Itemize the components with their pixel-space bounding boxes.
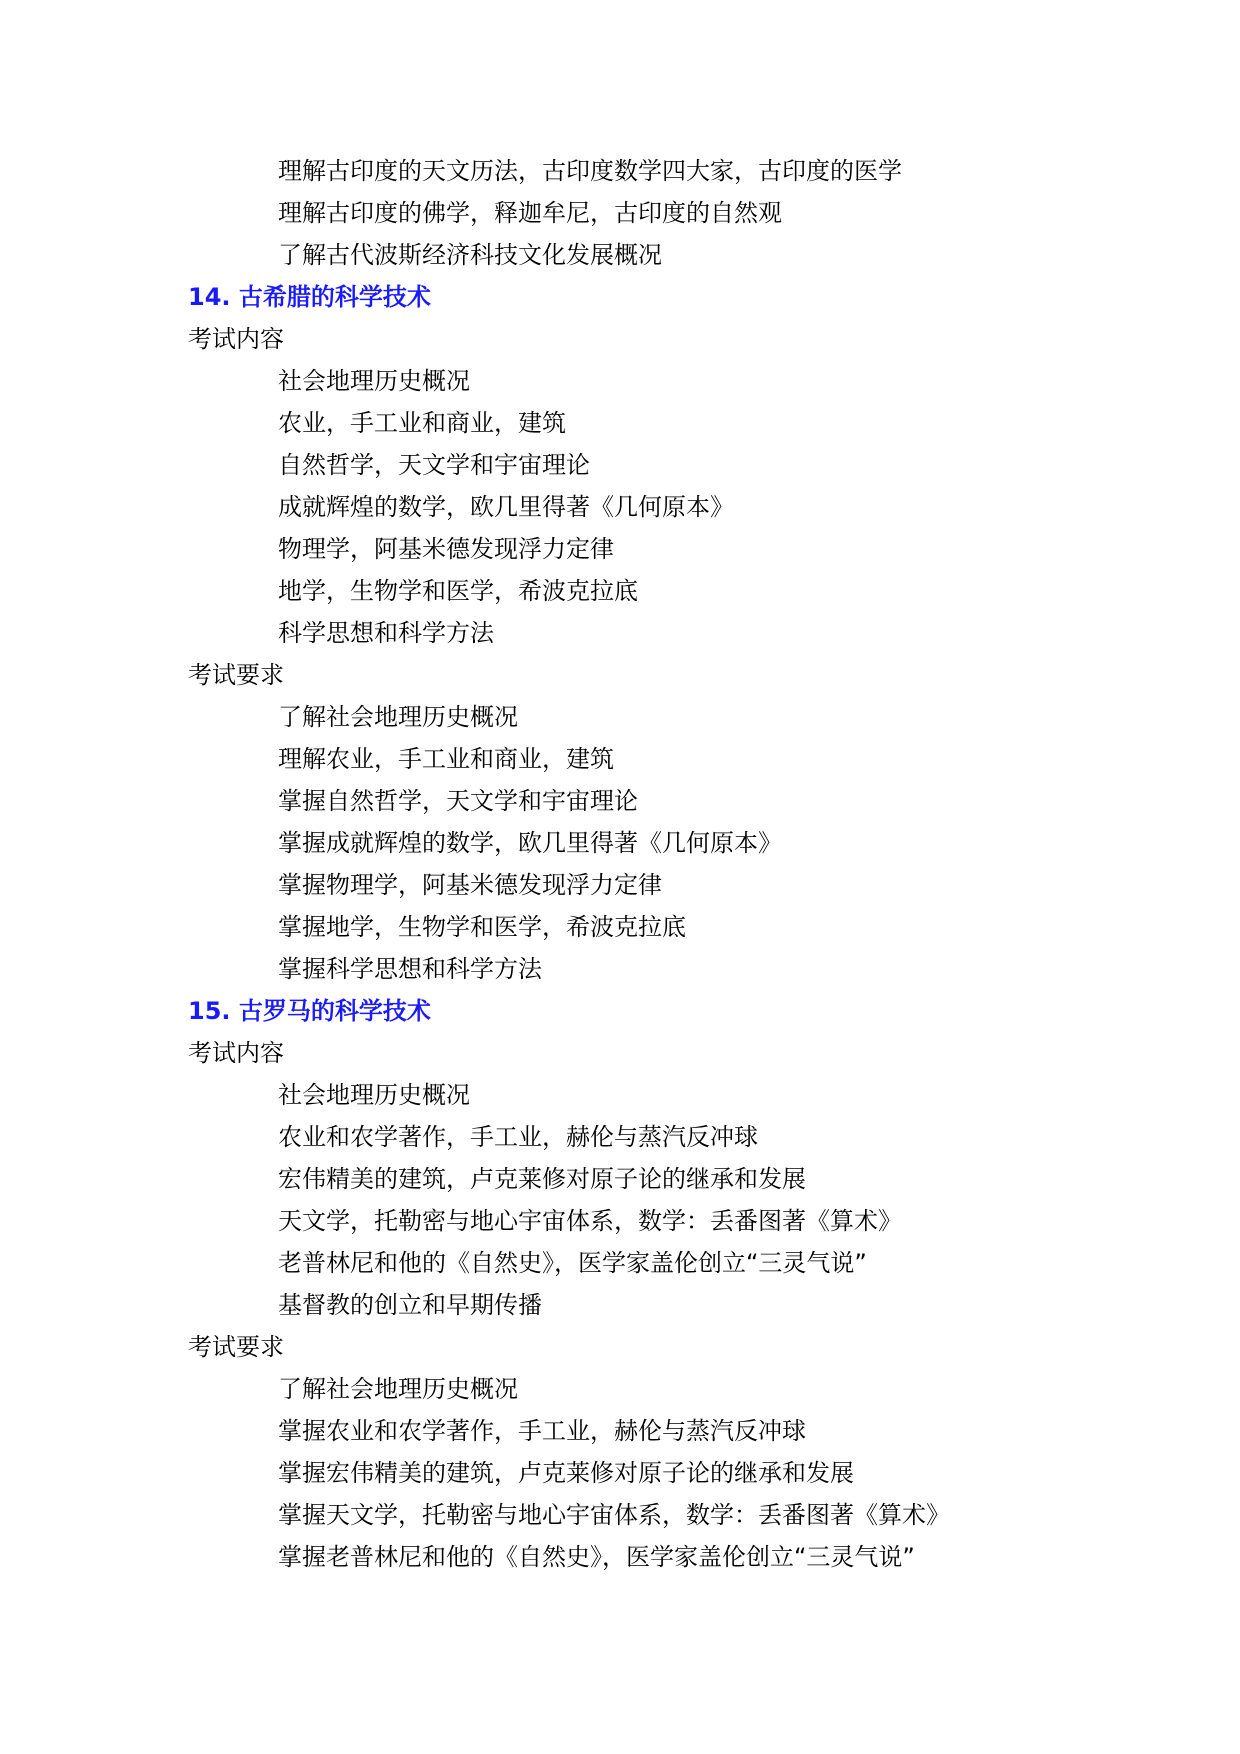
list-item: 掌握老普林尼和他的《自然史》，医学家盖伦创立“三灵气说” bbox=[278, 1543, 915, 1571]
list-item: 社会地理历史概况 bbox=[278, 1081, 470, 1109]
requirement-label: 考试要求 bbox=[188, 661, 284, 689]
content-label: 考试内容 bbox=[188, 325, 284, 353]
section-heading: 15. 古罗马的科学技术 bbox=[188, 997, 431, 1025]
list-item: 掌握地学，生物学和医学，希波克拉底 bbox=[278, 913, 686, 941]
list-item: 成就辉煌的数学，欧几里得著《几何原本》 bbox=[278, 493, 734, 521]
list-item: 农业，手工业和商业，建筑 bbox=[278, 409, 566, 437]
list-item: 掌握物理学，阿基米德发现浮力定律 bbox=[278, 871, 662, 899]
list-item: 老普林尼和他的《自然史》，医学家盖伦创立“三灵气说” bbox=[278, 1249, 867, 1277]
list-item: 科学思想和科学方法 bbox=[278, 619, 494, 647]
list-item: 物理学，阿基米德发现浮力定律 bbox=[278, 535, 614, 563]
requirement-label: 考试要求 bbox=[188, 1333, 284, 1361]
intro-list bbox=[0, 150, 1240, 276]
list-item: 社会地理历史概况 bbox=[278, 367, 470, 395]
section-heading: 14. 古希腊的科学技术 bbox=[188, 283, 431, 311]
list-item: 理解农业，手工业和商业，建筑 bbox=[278, 745, 614, 773]
list-item: 掌握天文学，托勒密与地心宇宙体系，数学：丢番图著《算术》 bbox=[278, 1501, 950, 1529]
list-item: 农业和农学著作，手工业，赫伦与蒸汽反冲球 bbox=[278, 1123, 758, 1151]
list-item: 自然哲学，天文学和宇宙理论 bbox=[278, 451, 590, 479]
list-item: 掌握自然哲学，天文学和宇宙理论 bbox=[278, 787, 638, 815]
list-item: 掌握成就辉煌的数学，欧几里得著《几何原本》 bbox=[278, 829, 782, 857]
list-item: 掌握科学思想和科学方法 bbox=[278, 955, 542, 983]
list-item: 了解古代波斯经济科技文化发展概况 bbox=[278, 241, 662, 269]
list-item: 基督教的创立和早期传播 bbox=[278, 1291, 542, 1319]
document-body bbox=[0, 150, 1240, 1578]
list-item: 掌握宏伟精美的建筑，卢克莱修对原子论的继承和发展 bbox=[278, 1459, 854, 1487]
list-item: 宏伟精美的建筑，卢克莱修对原子论的继承和发展 bbox=[278, 1165, 806, 1193]
list-item: 了解社会地理历史概况 bbox=[278, 1375, 518, 1403]
list-item: 理解古印度的佛学，释迦牟尼，古印度的自然观 bbox=[278, 199, 782, 227]
content-label: 考试内容 bbox=[188, 1039, 284, 1067]
section-15 bbox=[0, 990, 1240, 1578]
section-14 bbox=[0, 276, 1240, 990]
list-item: 掌握农业和农学著作，手工业，赫伦与蒸汽反冲球 bbox=[278, 1417, 806, 1445]
list-item: 天文学，托勒密与地心宇宙体系，数学：丢番图著《算术》 bbox=[278, 1207, 902, 1235]
list-item: 了解社会地理历史概况 bbox=[278, 703, 518, 731]
list-item: 理解古印度的天文历法，古印度数学四大家，古印度的医学 bbox=[278, 157, 902, 185]
list-item: 地学，生物学和医学，希波克拉底 bbox=[278, 577, 638, 605]
